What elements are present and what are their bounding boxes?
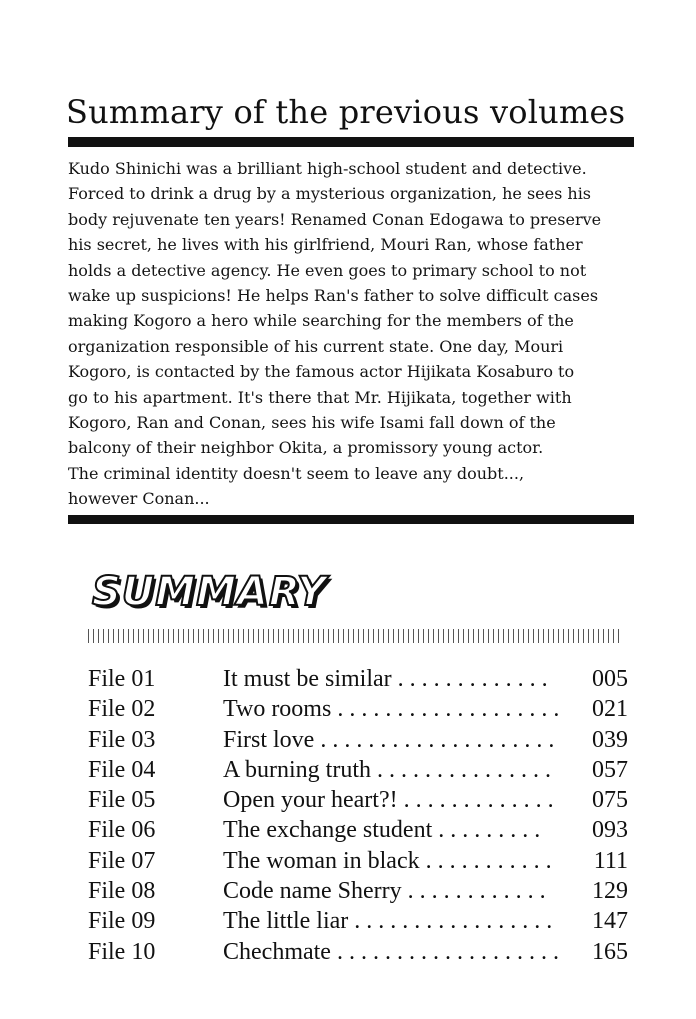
toc-entry	[88, 725, 628, 755]
toc-file-number: File 05	[88, 787, 156, 814]
toc-file-number: File 03	[88, 726, 156, 753]
toc-chapter-title: Chechmate . . . . . . . . . . . . . . . . . . .	[223, 938, 559, 965]
toc-file-number: File 10	[88, 938, 156, 965]
toc-entry	[88, 906, 628, 936]
toc-entry	[88, 755, 628, 785]
toc-chapter-title: Two rooms . . . . . . . . . . . . . . . . . . .	[223, 696, 560, 723]
toc-entry	[88, 846, 628, 876]
summary-line: organization responsible of his current state. One day, Mouri	[68, 336, 564, 356]
toc-chapter-title: A burning truth . . . . . . . . . . . . . . .	[223, 756, 551, 783]
toc-page-number: 021	[592, 696, 628, 723]
summary-line: go to his apartment. It's there that Mr. Hijikata, together with	[68, 387, 572, 407]
summary-line: Kudo Shinichi was a brilliant high-school student and detective.	[68, 159, 587, 178]
toc-page-number: 093	[592, 817, 628, 844]
previous-volumes-summary	[68, 156, 638, 512]
toc-page-number: 039	[592, 726, 628, 753]
toc-entry	[88, 785, 628, 815]
toc-chapter-title: Code name Sherry . . . . . . . . . . . .	[223, 878, 546, 905]
summary-line: his secret, he lives with his girlfriend, Mouri Ran, whose father	[68, 235, 583, 255]
summary-line: Kogoro, is contacted by the famous actor Hijikata Kosaburo to	[68, 362, 575, 382]
summary-line: Kogoro, Ran and Conan, sees his wife Isami fall down of the	[68, 413, 556, 433]
toc-chapter-title: It must be similar . . . . . . . . . . . . .	[223, 666, 548, 692]
table-of-contents	[88, 664, 628, 967]
summary-line: wake up suspicions! He helps Ran's father to solve difficult cases	[68, 286, 599, 306]
toc-file-number: File 01	[88, 666, 156, 692]
toc-page-number: 165	[592, 938, 628, 965]
toc-page-number: 129	[592, 878, 628, 905]
summary-line: body rejuvenate ten years! Renamed Conan Edogawa to preserve	[68, 209, 602, 229]
toc-chapter-title: Open your heart?! . . . . . . . . . . . . .	[223, 787, 554, 814]
toc-page-number: 005	[592, 666, 628, 692]
toc-file-number: File 04	[88, 756, 156, 783]
toc-file-number: File 06	[88, 817, 156, 844]
summary-line: The criminal identity doesn't seem to leave any doubt...,	[68, 463, 525, 483]
toc-chapter-title: The woman in black . . . . . . . . . . .	[223, 847, 552, 874]
toc-chapter-title: The little liar . . . . . . . . . . . . . . . . .	[223, 908, 553, 935]
toc-chapter-title: The exchange student . . . . . . . . .	[223, 817, 541, 844]
previous-volumes-title: Summary of the previous volumes	[66, 93, 626, 131]
toc-entry	[88, 694, 628, 724]
toc-page-number: 057	[592, 756, 628, 783]
toc-page-number: 111	[593, 847, 628, 874]
summary-line: however Conan...	[68, 489, 210, 509]
toc-entry	[88, 937, 628, 967]
decorative-tick-bar	[88, 629, 622, 643]
toc-entry	[88, 664, 628, 694]
toc-chapter-title: First love . . . . . . . . . . . . . . . . . . . .	[223, 726, 555, 753]
toc-entry	[88, 876, 628, 906]
summary-line: holds a detective agency. He even goes to primary school to not	[68, 260, 587, 280]
toc-page-number: 075	[592, 787, 628, 814]
toc-page-number: 147	[592, 908, 628, 935]
toc-entry	[88, 815, 628, 845]
summary-line: making Kogoro a hero while searching for the members of the	[68, 311, 574, 331]
toc-file-number: File 09	[88, 908, 156, 935]
bottom-divider	[68, 515, 634, 524]
toc-file-number: File 08	[88, 878, 156, 905]
summary-line: Forced to drink a drug by a mysterious organization, he sees his	[68, 184, 592, 204]
toc-file-number: File 02	[88, 696, 156, 723]
summary-heading: SUMMARY	[92, 569, 327, 615]
summary-line: balcony of their neighbor Okita, a promissory young actor.	[68, 438, 544, 458]
top-divider	[68, 137, 634, 147]
toc-file-number: File 07	[88, 847, 156, 874]
